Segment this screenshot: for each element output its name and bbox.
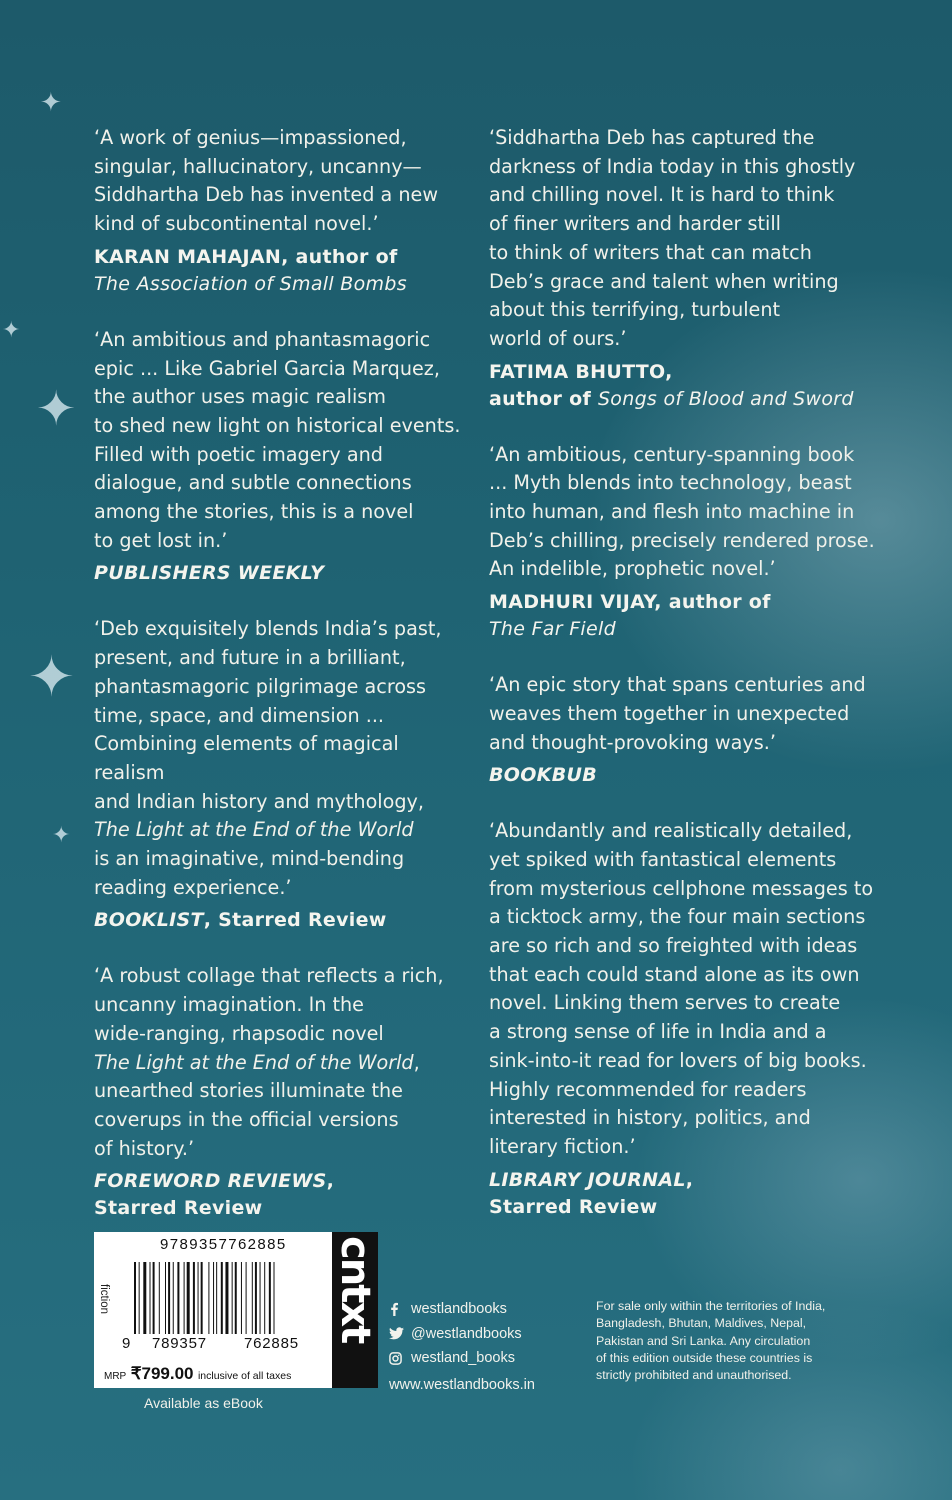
barcode-bar: [143, 1262, 146, 1334]
review-attribution: [94, 907, 474, 934]
barcode-bar: [177, 1262, 179, 1334]
isbn-number: 9789357762885: [160, 1236, 287, 1253]
reviewer-comma: ,: [326, 1170, 335, 1193]
review-attribution: [489, 359, 889, 413]
review-quote-title: The Light at the End of the World: [94, 818, 414, 842]
review-block: [94, 326, 474, 588]
review-quote: ‘Abundantly and realistically detailed, yet spiked with fantastical elements from mysterious cellphone messages to a ticktock army, the four main sections are so rich and so freighted with ideas that each could stand alone as its own novel. Linking them serves to create a strong sense of life in India and a sink-into-it read for lovers of big books. Highly recommended for readers interested in history, politics, and literary fiction.’: [489, 819, 874, 1158]
reviewer-work: The Association of Small Bombs: [94, 272, 407, 295]
publisher-logo-text: cntxt: [332, 1236, 378, 1343]
barcode-bar: [232, 1262, 233, 1334]
star-decoration-icon: ✦: [28, 645, 75, 710]
facebook-link[interactable]: [389, 1297, 579, 1322]
reviewer-name: LIBRARY JOURNAL: [489, 1168, 686, 1191]
barcode-bar: [208, 1262, 209, 1334]
review-quote-title-line: [94, 1049, 474, 1078]
reviewer-name: PUBLISHERS WEEKLY: [94, 562, 325, 585]
facebook-handle: westlandbooks: [411, 1301, 507, 1318]
left-review-column: [94, 124, 474, 1250]
mrp-line: [104, 1364, 291, 1384]
reviewer-name: MADHURI VIJAY: [489, 591, 655, 614]
right-review-column: [489, 124, 889, 1249]
review-quote-comma: ,: [413, 1050, 420, 1074]
barcode-digit-lead: 9: [122, 1335, 132, 1352]
reviewer-name: BOOKLIST: [94, 909, 204, 932]
reviewer-suffix: Starred Review: [489, 1195, 658, 1218]
facebook-icon: [389, 1302, 411, 1316]
twitter-handle: @westlandbooks: [411, 1325, 522, 1342]
barcode-bar: [187, 1262, 190, 1334]
barcode-bar: [134, 1262, 136, 1334]
reviewer-name: FOREWORD REVIEWS: [94, 1170, 327, 1193]
review-block: [94, 615, 474, 934]
publisher-logo: [332, 1232, 378, 1388]
barcode-bar: [241, 1262, 242, 1334]
reviewer-suffix: Starred Review: [94, 1197, 263, 1220]
reviewer-prefix: author of: [489, 387, 598, 410]
star-decoration-icon: ✦: [52, 823, 71, 848]
twitter-link[interactable]: [389, 1322, 579, 1347]
review-quote: ‘An epic story that spans centuries and weaves them together in unexpected and thought-provoking ways.’: [489, 673, 866, 754]
barcode-bar: [168, 1262, 170, 1334]
territory-disclaimer: For sale only within the territories of India, Bangladesh, Bhutan, Maldives, Nepal, Pakistan and Sri Lanka. Any circulation of this edition outside these countries is strictly prohibited and unauthorised.: [596, 1299, 826, 1383]
barcode-bar: [252, 1262, 253, 1334]
review-block: [489, 817, 889, 1220]
barcode-bar: [173, 1262, 174, 1334]
review-block: [489, 441, 889, 644]
ebook-availability: Available as eBook: [144, 1395, 263, 1411]
barcode-bar: [255, 1262, 257, 1334]
reviewer-name: FATIMA BHUTTO,: [489, 360, 673, 383]
barcode-bar: [153, 1262, 155, 1334]
review-block: [489, 671, 889, 789]
barcode-bar: [213, 1262, 214, 1334]
reviewer-name: KARAN MAHAJAN: [94, 245, 282, 268]
social-links: [389, 1297, 579, 1397]
tax-note: inclusive of all taxes: [197, 1370, 292, 1382]
genre-label: fiction: [98, 1284, 110, 1315]
barcode-digits-left: 789357: [152, 1335, 207, 1352]
reviewer-comma: ,: [685, 1168, 694, 1191]
review-quote: ‘An ambitious, century-spanning book ... Myth blends into technology, beast into human, and flesh into machine in Deb’s chilling, precisely rendered prose. An indelible, prophetic novel.’: [489, 442, 875, 581]
barcode-graphic: [134, 1262, 324, 1334]
reviewer-suffix: , author of: [281, 245, 398, 268]
barcode-bar: [264, 1262, 265, 1334]
review-attribution: [489, 589, 889, 643]
barcode-digits: [122, 1335, 332, 1352]
reviewer-suffix: , author of: [654, 591, 771, 614]
review-attribution: [94, 1168, 474, 1222]
review-attribution: [489, 1167, 889, 1221]
barcode-panel: [94, 1232, 378, 1388]
review-block: [94, 124, 474, 298]
barcode-bar: [269, 1262, 271, 1334]
reviewer-suffix: , Starred Review: [203, 909, 387, 932]
instagram-icon: [389, 1352, 411, 1365]
review-attribution: [94, 560, 474, 587]
barcode-bar: [139, 1262, 140, 1334]
review-attribution: [94, 244, 474, 298]
barcode-bar: [150, 1262, 151, 1334]
reviewer-work: Songs of Blood and Sword: [597, 387, 854, 410]
barcode-bar: [201, 1262, 203, 1334]
review-quote: ‘A work of genius—impassioned, singular, hallucinatory, uncanny— Siddhartha Deb has invented a new kind of subcontinental novel.’: [94, 126, 439, 236]
barcode-bar: [193, 1262, 195, 1334]
instagram-link[interactable]: [389, 1346, 579, 1371]
barcode-bar: [159, 1262, 160, 1334]
barcode-bar: [216, 1262, 217, 1334]
barcode-bar: [165, 1262, 166, 1334]
review-quote: ‘A robust collage that reflects a rich, uncanny imagination. In the wide-ranging, rhapsodic novel: [94, 964, 444, 1045]
website-link[interactable]: www.westlandbooks.in: [389, 1376, 535, 1393]
reviewer-work: The Far Field: [489, 618, 616, 641]
review-quote: unearthed stories illuminate the coverups in the official versions of history.’: [94, 1079, 403, 1160]
review-quote: ‘An ambitious and phantasmagoric epic ... Like Gabriel Garcia Marquez, the author uses magic realism to shed new light on historical events. Filled with poetic imagery and dialogue, and subtle connections among the stories, this is a novel to get lost in.’: [94, 327, 461, 552]
reviewer-name: BOOKBUB: [489, 764, 598, 787]
barcode-bar: [184, 1262, 185, 1334]
star-decoration-icon: ✦: [36, 381, 77, 437]
review-quote: ‘Siddhartha Deb has captured the darkness of India today in this ghostly and chilling novel. It is hard to think of finer writers and harder still to think of writers that can match Deb’s grace and talent when writing about this terrifying, turbulent world of ours.’: [489, 126, 856, 350]
barcode-bar: [198, 1262, 199, 1334]
star-decoration-icon: ✦: [2, 318, 21, 343]
review-quote-title: The Light at the End of the World: [94, 1050, 414, 1074]
review-quote: ‘Deb exquisitely blends India’s past, present, and future in a brilliant, phantasmagoric pilgrimage across time, space, and dimension ... Combining elements of magical realism and Indian history and mythology,: [94, 617, 442, 813]
barcode-bar: [260, 1262, 261, 1334]
barcode-bar: [235, 1262, 237, 1334]
review-quote: is an imaginative, mind-bending reading experience.’: [94, 847, 405, 899]
mrp-price: ₹799.00: [130, 1364, 194, 1383]
review-attribution: [489, 762, 889, 789]
barcode-bar: [225, 1262, 228, 1334]
barcode-bar: [246, 1262, 247, 1334]
review-block: [94, 962, 474, 1222]
barcode-bar: [274, 1262, 275, 1334]
review-block: [489, 124, 889, 413]
mrp-label: MRP: [104, 1371, 127, 1382]
twitter-icon: [389, 1327, 411, 1340]
star-decoration-icon: ✦: [40, 88, 62, 118]
instagram-handle: westland_books: [411, 1350, 515, 1367]
barcode-digits-right: 762885: [244, 1335, 299, 1352]
barcode-bar: [221, 1262, 223, 1334]
